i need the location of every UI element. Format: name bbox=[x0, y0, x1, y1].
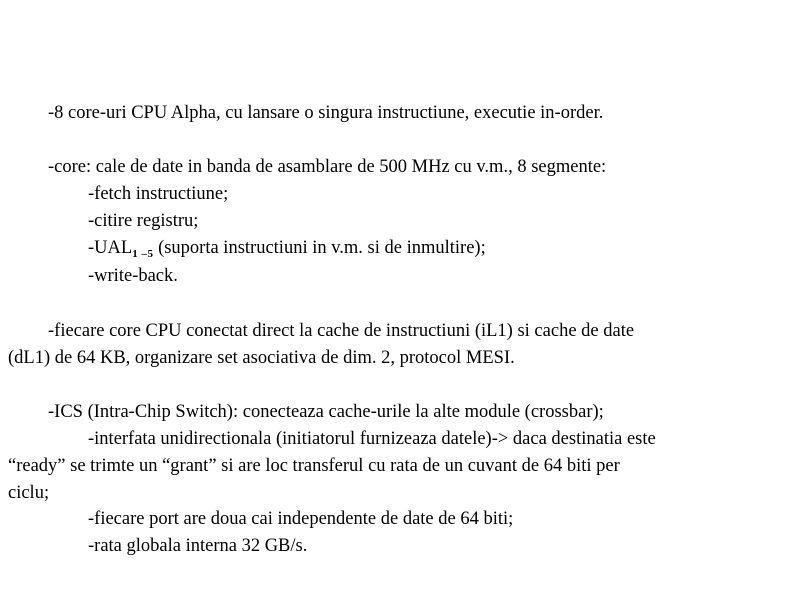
ual-suffix: (suporta instructiuni in v.m. si de inmultire); bbox=[153, 238, 486, 258]
ual-step bbox=[88, 237, 486, 259]
ual-subscript: 1 –5 bbox=[132, 248, 154, 260]
cores-bullet: -8 core-uri CPU Alpha, cu lansare o singura instructiune, executie in-order. bbox=[48, 103, 604, 123]
ics-bullet: -ICS (Intra-Chip Switch): conecteaza cache-urile la alte module (crossbar); bbox=[48, 402, 604, 422]
cache-bullet-line2: (dL1) de 64 KB, organizare set asociativa de dim. 2, protocol MESI. bbox=[8, 348, 515, 368]
ics-ports: -fiecare port are doua cai independente de date de 64 biti; bbox=[88, 509, 514, 529]
core-path-bullet: -core: cale de date in banda de asamblare de 500 MHz cu v.m., 8 segmente: bbox=[48, 157, 607, 177]
cache-bullet-line1: -fiecare core CPU conectat direct la cache de instructiuni (iL1) si cache de date bbox=[48, 321, 635, 341]
ual-prefix: -UAL bbox=[88, 238, 133, 258]
read-registers-step: -citire registru; bbox=[88, 211, 199, 231]
fetch-step: -fetch instructiune; bbox=[88, 184, 229, 204]
ics-rate: -rata globala interna 32 GB/s. bbox=[88, 536, 308, 556]
ics-interface-line2: “ready” se trimte un “grant” si are loc transferul cu rata de un cuvant de 64 biti per bbox=[8, 456, 620, 476]
ics-interface-line1: -interfata unidirectionala (initiatorul furnizeaza datele)-> daca destinatia este bbox=[88, 429, 656, 449]
ics-interface-line3: ciclu; bbox=[8, 483, 50, 503]
write-back-step: -write-back. bbox=[88, 266, 178, 286]
